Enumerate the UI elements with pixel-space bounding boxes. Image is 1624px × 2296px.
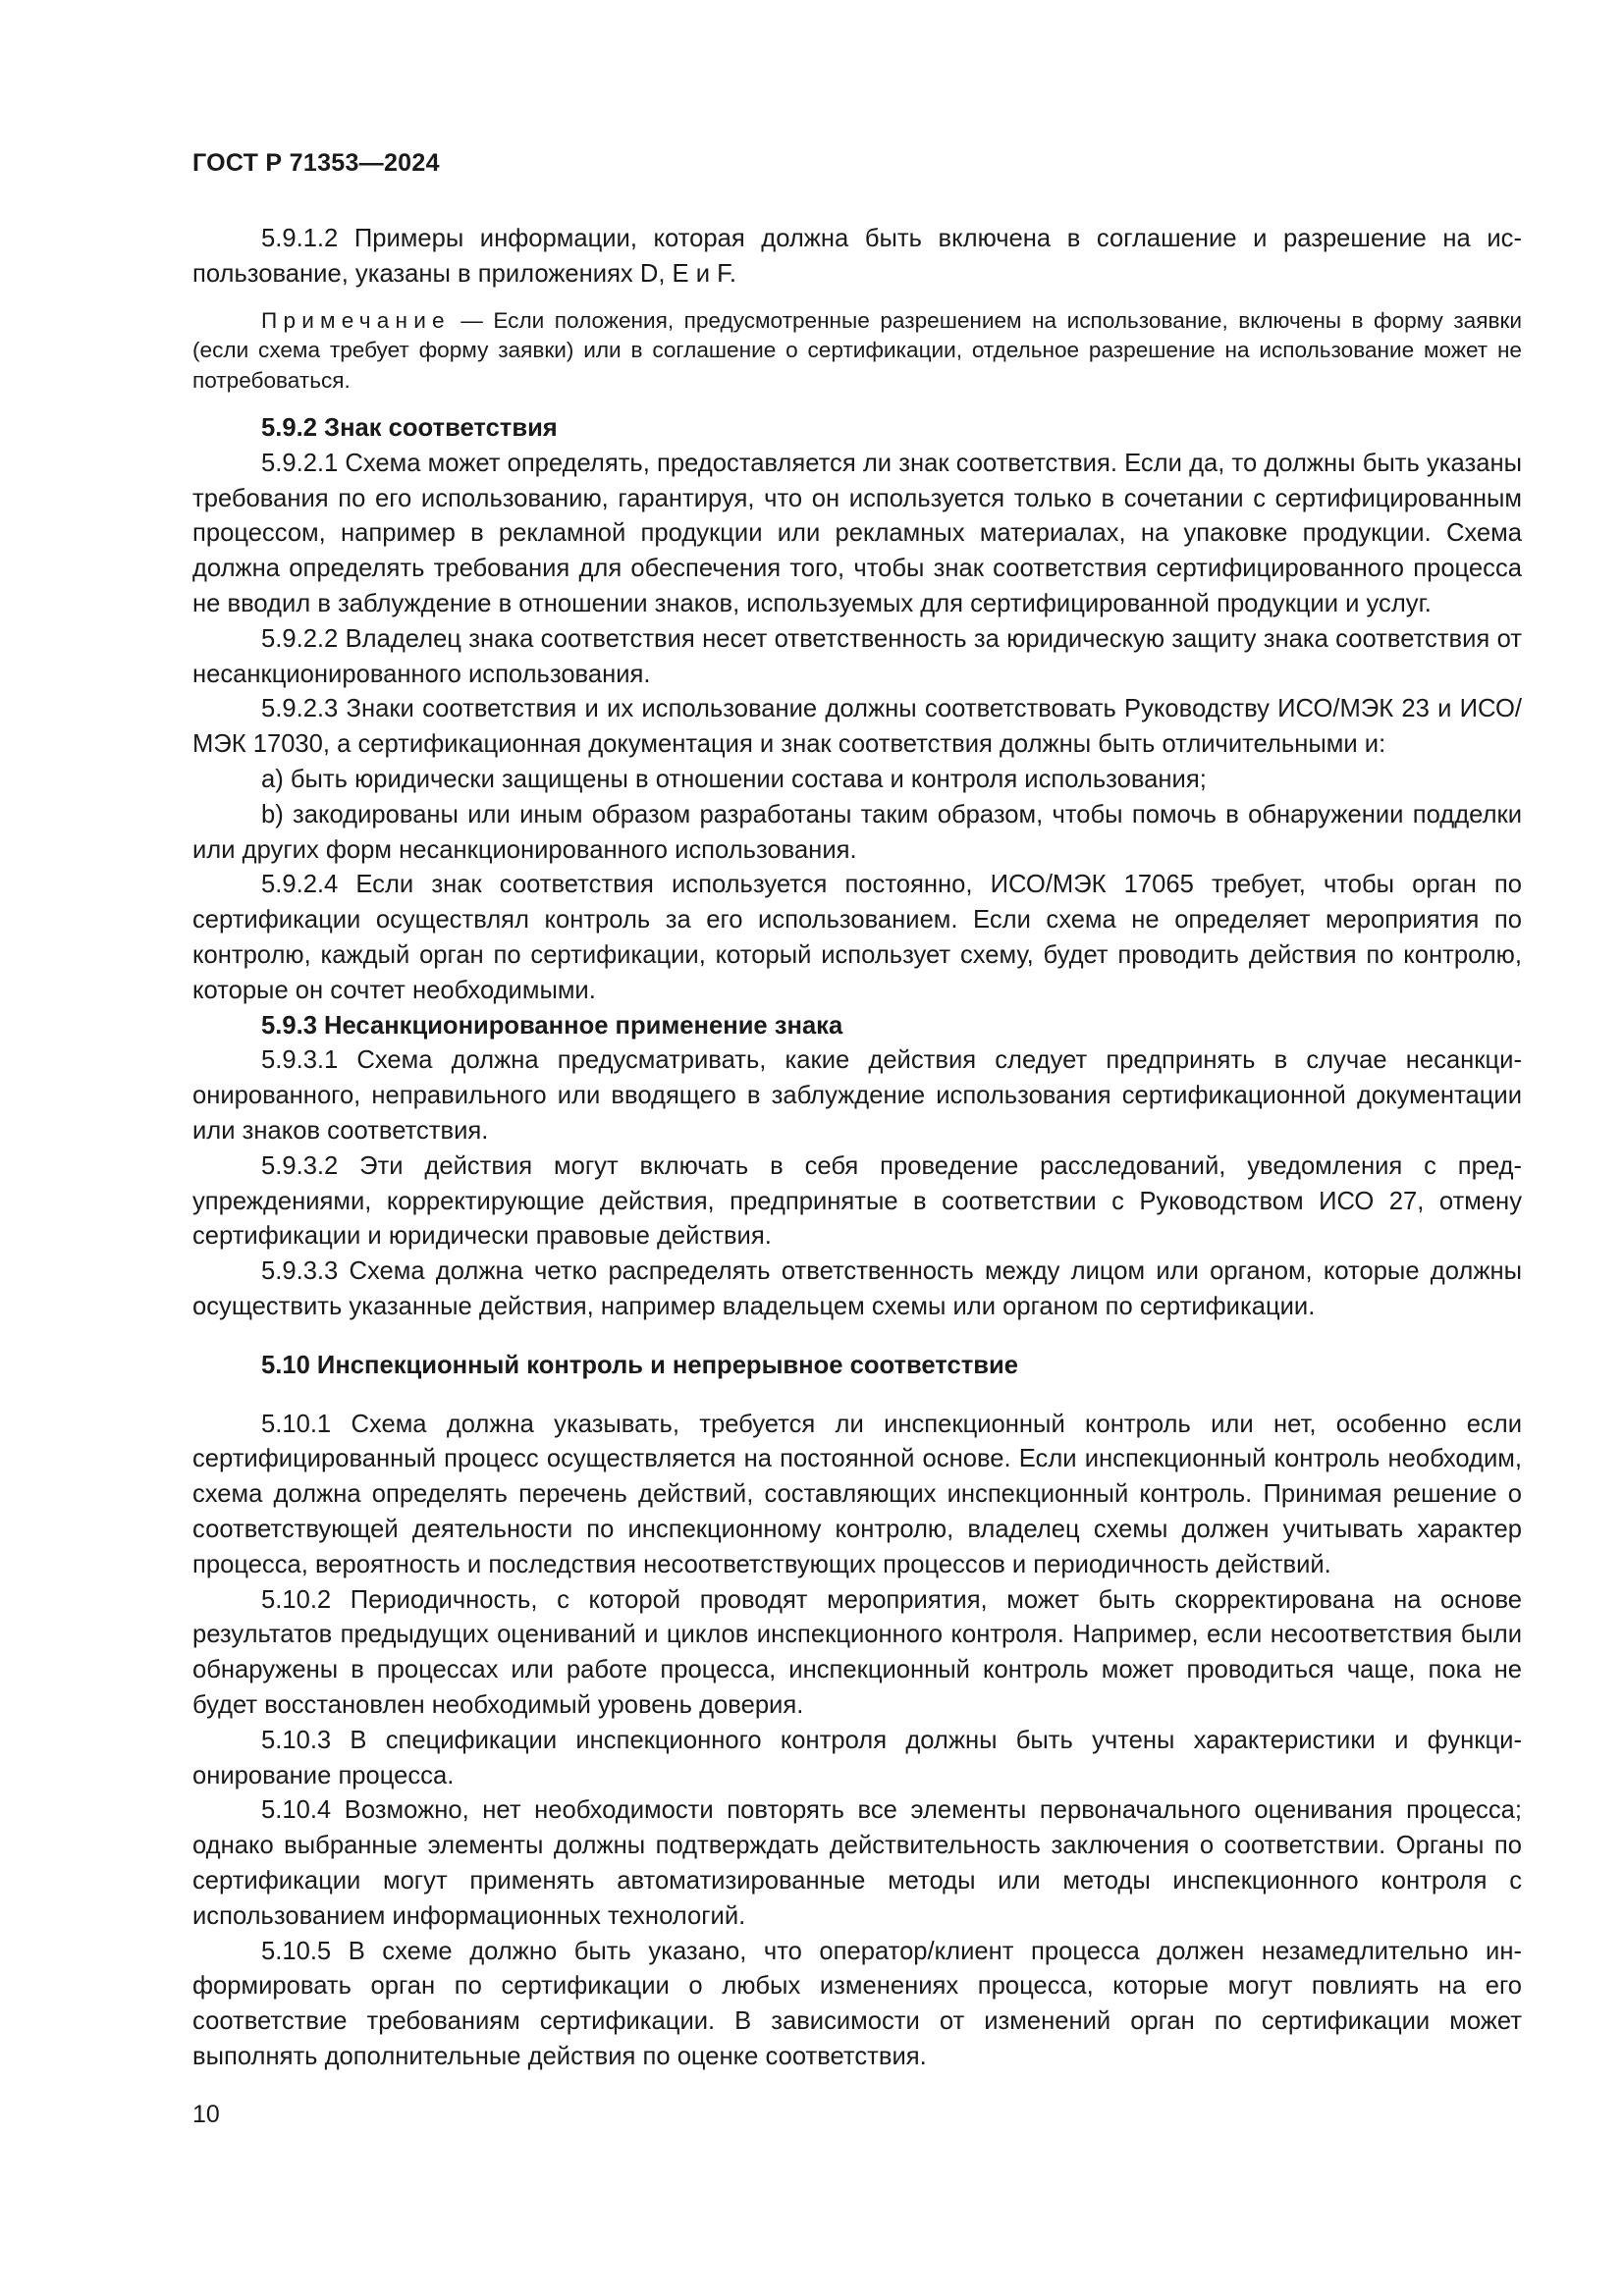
paragraph-5-10-1: 5.10.1 Схема должна указывать, требуется ли инспекционный контроль или нет, особенно если сертифицированный процесс осуществляется на постоянной основе. Если инспекционный контроль необходим, схема должна определять перечень действий, составляющих инспекционный контроль. Принимая решение о соответствующей деятельности по инспекционному контролю, владелец схемы должен учитывать характер процесса, вероятность и последствия несоответствующих процессов и периодичность действий. [192, 1410, 1522, 1578]
page-content [192, 222, 1522, 2075]
paragraph-5-10-4: 5.10.4 Возможно, нет необходимости повторять все элементы первоначального оценивания процесса; однако выбранные элементы должны подтверждать действительность заключения о соответствии. Органы по сертификации могут применять автоматизированные методы или методы инспекционного контроля с использованием информационных технологий. [192, 1796, 1522, 1930]
list-item-a: a) быть юридически защищены в отношении состава и контроля использования; [261, 766, 1207, 794]
heading-5-9-3: 5.9.3 Несанкционированное применение знака [261, 1011, 843, 1040]
paragraph-5-9-2-3: 5.9.2.3 Знаки соответствия и их использование должны соответствовать Руководству ИСО/МЭК 23 и ИСО/МЭК 17030, а сертификационная документация и знак соответствия должны быть отличительными и: [192, 695, 1522, 759]
paragraph-5-9-2-4: 5.9.2.4 Если знак соответствия используется постоянно, ИСО/МЭК 17065 требует, чтобы орган по сертификации осуществлял контроль за его использованием. Если схема не определяет мероприятия по контролю, каждый орган по сертификации, который использует схему, будет проводить действия по контролю, которые он сочтет необходимыми. [192, 871, 1522, 1004]
note-label: Примечание [261, 307, 451, 333]
paragraph-5-9-3-3: 5.9.3.3 Схема должна четко распределять ответственность между лицом или органом, которые должны осуществить указанные действия, например владельцем схемы или органом по сертификации. [192, 1257, 1522, 1321]
note-text: — Если положения, предусмотренные разрешением на использование, включены в форму заявки (если схема требует форму заявки) или в соглашение о сертификации, отдельное разрешение на использование может не потребоваться. [192, 307, 1522, 393]
standard-id-header: ГОСТ Р 71353—2024 [192, 149, 440, 177]
paragraph-5-9-2-1: 5.9.2.1 Схема может определять, предоставляется ли знак соответствия. Если да, то должны быть указаны требования по его использованию, гарантируя, что он используется только в сочетании с сертифицированным процессом, например в рекламной продукции или рекламных материалах, на упаковке продукции. Схема должна определять требования для обеспечения того, чтобы знак соответствия сертифицированного процесса не вводил в заблуждение в отношении знаков, используемых для сертифицированной продукции и услуг. [192, 449, 1522, 618]
list-item-b: b) закодированы или иным образом разработаны таким образом, чтобы помочь в обнаружении подделки или других форм несанкционированного использования. [192, 800, 1522, 864]
paragraph-5-9-3-2: 5.9.3.2 Эти действия могут включать в себя проведение расследований, уведомления с предупреждениями, корректирующие действия, предпринятые в соответствии с Руководством ИСО 27, отмену сертификации и юридически правовые действия. [192, 1151, 1522, 1251]
paragraph-5-9-1-2: 5.9.1.2 Примеры информации, которая должна быть включена в соглашение и разрешение на использование, указаны в приложениях D, E и F. [192, 225, 1522, 288]
paragraph-5-9-2-2: 5.9.2.2 Владелец знака соответствия несет ответственность за юридическую защиту знака соответствия от несанкционированного использования. [192, 624, 1522, 688]
paragraph-5-10-2: 5.10.2 Периодичность, с которой проводят мероприятия, может быть скорректирована на основе результатов предыдущих оцениваний и циклов инспекционного контроля. Например, если несоответствия были обнаружены в процессах или работе процесса, инспекционный контроль может проводиться чаще, пока не будет восстановлен необходимый уровень доверия. [192, 1585, 1522, 1719]
page-number: 10 [192, 2101, 220, 2128]
heading-5-10: 5.10 Инспекционный контроль и непрерывное соответствие [261, 1351, 1018, 1379]
paragraph-5-9-3-1: 5.9.3.1 Схема должна предусматривать, какие действия следует предпринять в случае несанкционированного, неправильного или вводящего в заблуждение использования сертификационной документации или знаков соответствия. [192, 1046, 1522, 1146]
paragraph-5-10-5: 5.10.5 В схеме должно быть указано, что оператор/клиент процесса должен незамедлительно информировать орган по сертификации о любых изменениях процесса, которые могут повлиять на его соответствие требованиям сертификации. В зависимости от изменений орган по сертификации может выполнять дополнительные действия по оценке соответствия. [192, 1937, 1522, 2070]
paragraph-5-10-3: 5.10.3 В спецификации инспекционного контроля должны быть учтены характеристики и функционирование процесса. [192, 1726, 1522, 1789]
heading-5-9-2: 5.9.2 Знак соответствия [261, 414, 558, 443]
note [192, 306, 1522, 397]
